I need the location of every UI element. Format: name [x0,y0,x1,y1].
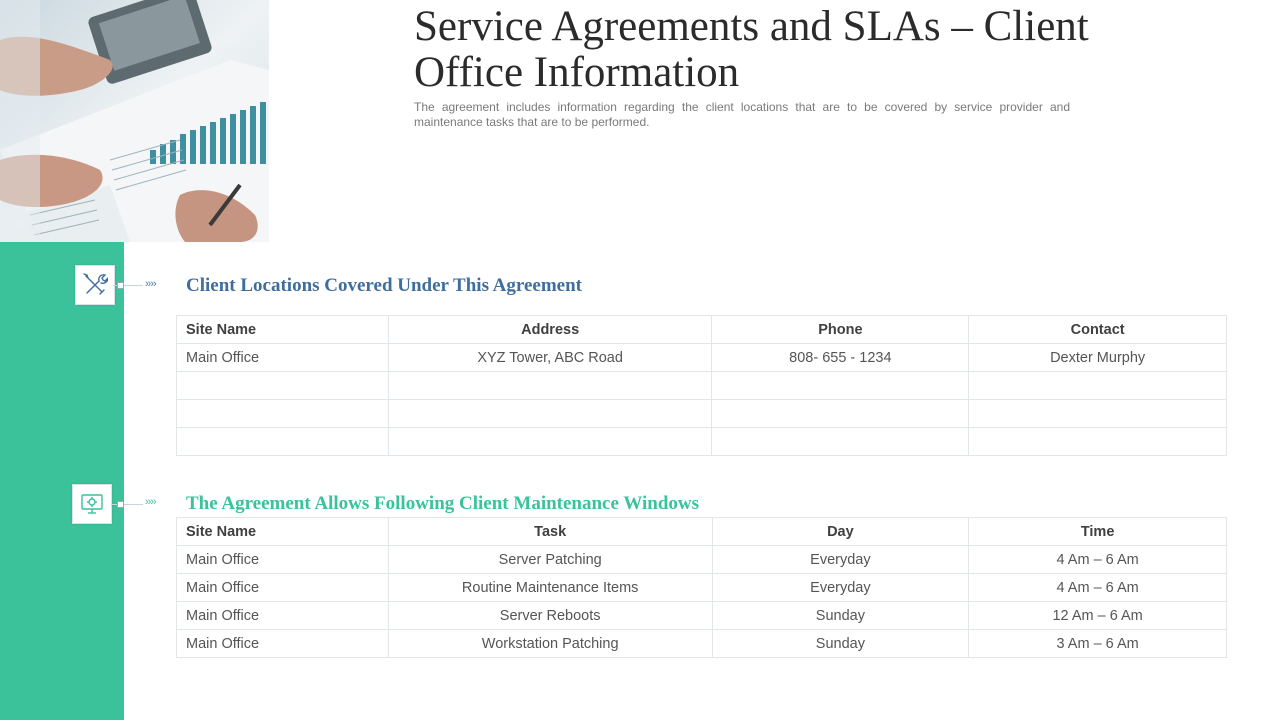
table-cell: 3 Am – 6 Am [969,630,1227,658]
column-header: Site Name [177,518,389,546]
monitor-settings-icon [79,491,105,517]
table-cell [712,428,969,456]
tools-icon-box [75,265,115,305]
chevron-right-icon: ›››› [145,496,156,508]
column-header: Time [969,518,1227,546]
column-header: Day [712,518,969,546]
table-cell [388,428,712,456]
header-photo [0,0,269,242]
table-cell: Workstation Patching [388,630,712,658]
table-row [177,344,1227,372]
chevron-right-icon: ›››› [145,278,156,290]
table-row [177,602,1227,630]
table-cell: 4 Am – 6 Am [969,546,1227,574]
table-cell [969,428,1227,456]
tools-wrench-screwdriver-icon [82,272,108,298]
table-cell: Sunday [712,630,969,658]
table-cell [177,428,389,456]
slide-subtitle: The agreement includes information regarding the client locations that are to be covered by service provider and maintenance tasks that are to be performed. [414,100,1070,129]
column-header: Contact [969,316,1227,344]
table-row [177,630,1227,658]
connector-node [117,282,124,289]
column-header: Address [388,316,712,344]
table-row [177,546,1227,574]
locations-heading: Client Locations Covered Under This Agreement [186,275,583,296]
column-header: Task [388,518,712,546]
table-cell: Main Office [177,344,389,372]
table-row [177,400,1227,428]
connector-node [117,501,124,508]
client-locations-table [176,315,1227,456]
table-row [177,574,1227,602]
table-cell [177,400,389,428]
monitor-icon-box [72,484,112,524]
slide-title: Service Agreements and SLAs – Client Office Information [414,3,1089,96]
table-cell: Main Office [177,546,389,574]
table-cell [712,400,969,428]
table-cell: Sunday [712,602,969,630]
table-cell: XYZ Tower, ABC Road [388,344,712,372]
table-cell [388,400,712,428]
table-cell [388,372,712,400]
table-cell: Main Office [177,574,389,602]
table-cell [969,400,1227,428]
table-cell: 12 Am – 6 Am [969,602,1227,630]
table-header-row [177,518,1227,546]
table-cell [712,372,969,400]
table-cell [177,372,389,400]
column-header: Site Name [177,316,389,344]
table-cell: Everyday [712,546,969,574]
table-header-row [177,316,1227,344]
table-cell: Server Patching [388,546,712,574]
table-row [177,372,1227,400]
table-cell: Dexter Murphy [969,344,1227,372]
table-cell: Main Office [177,630,389,658]
column-header: Phone [712,316,969,344]
table-row [177,428,1227,456]
table-cell [969,372,1227,400]
maintenance-windows-table [176,517,1227,658]
table-cell: Server Reboots [388,602,712,630]
table-cell: Main Office [177,602,389,630]
hands-charts-photo-illustration [0,0,269,242]
table-cell: Everyday [712,574,969,602]
table-cell: 808- 655 - 1234 [712,344,969,372]
section-connector-line [111,504,143,505]
maintenance-heading: The Agreement Allows Following Client Maintenance Windows [186,493,700,514]
table-cell: 4 Am – 6 Am [969,574,1227,602]
table-cell: Routine Maintenance Items [388,574,712,602]
accent-sidebar [0,242,124,720]
